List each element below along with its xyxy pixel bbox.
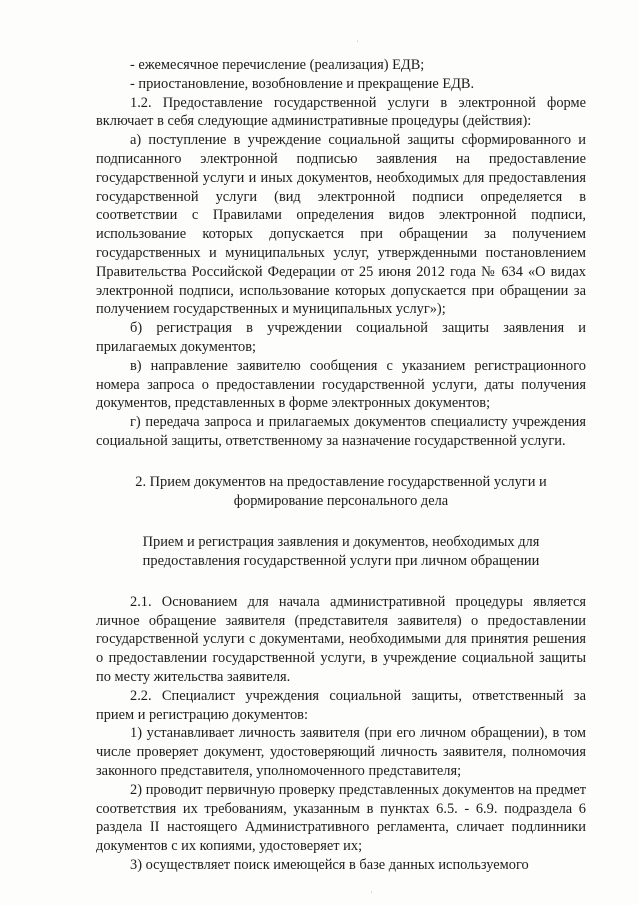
item-b: б) регистрация в учреждении социальной защиты заявления и прилагаемых документов; [96, 320, 586, 355]
item-v: в) направление заявителю сообщения с указанием регистрационного номера запроса о предоставлении государственной услуги, даты получения документов, представленных в форме электронных документов; [96, 357, 586, 412]
section-heading: 2. Прием документов на предоставление государственной услуги и формирование персонального дела [135, 473, 547, 509]
paragraph-2-1: 2.1. Основанием для начала административной процедуры является личное обращение заявителя (представителя заявителя) о предоставлении государственной услуги с документами, необходимыми для принятия решения о предоставлении государственной услуги, в учреждение социальной защиты по месту жительства заявителя. [96, 593, 586, 685]
list-line-monthly: - ежемесячное перечисление (реализация) ЕДВ; [130, 57, 425, 73]
spacer [96, 511, 586, 533]
paragraph-2-2: 2.2. Специалист учреждения социальной защиты, ответственный за прием и регистрацию документов: [96, 687, 586, 723]
document-body [96, 56, 586, 875]
item-3: 3) осуществляет поиск имеющейся в базе данных используемого [130, 856, 529, 873]
scan-artifact: ˌ [370, 883, 373, 893]
list-line-suspend: - приостановление, возобновление и прекращение ЕДВ. [130, 75, 475, 92]
item-1: 1) устанавливает личность заявителя (при его личном обращении), в том числе проверяет документ, удостоверяющий личность заявителя, полномочия законного представителя, уполномоченного представителя; [96, 725, 586, 779]
paragraph-1-2: 1.2. Предоставление государственной услуги в электронной форме включает в себя следующие административные процедуры (действия): [96, 94, 586, 130]
subsection-heading: Прием и регистрация заявления и документов, необходимых для предоставления государственной услуги при личном обращении [142, 533, 540, 569]
spacer [96, 571, 586, 593]
item-a: а) поступление в учреждение социальной защиты сформированного и подписанного электронной подписью заявления на предоставление государственной услуги и иных документов, необходимых для предоставления государственной услуги (вид электронной подписи определяется в соответствии с Правилами определения видов электронной подписи, использование которых допускается при обращении за получением государственных и муниципальных услуг, утвержденными постановлением Правительства Российской Федерации от 25 июня 2012 года № 634 «О видах электронной подписи, использование которых допускается при обращении за получением государственных и муниципальных услуг»); [96, 132, 586, 318]
item-2: 2) проводит первичную проверку представленных документов на предмет соответствия их требованиям, указанным в пунктах 6.5. - 6.9. подраздела 6 раздела II настоящего Административного регламента, сличает подлинники документов с их копиями, удостоверяет их; [96, 781, 586, 855]
spacer [96, 451, 586, 473]
scan-artifact: ˈ [356, 39, 359, 49]
item-g: г) передача запроса и прилагаемых документов специалисту учреждения социальной защиты, ответственному за назначение государственной услуги. [96, 414, 586, 449]
